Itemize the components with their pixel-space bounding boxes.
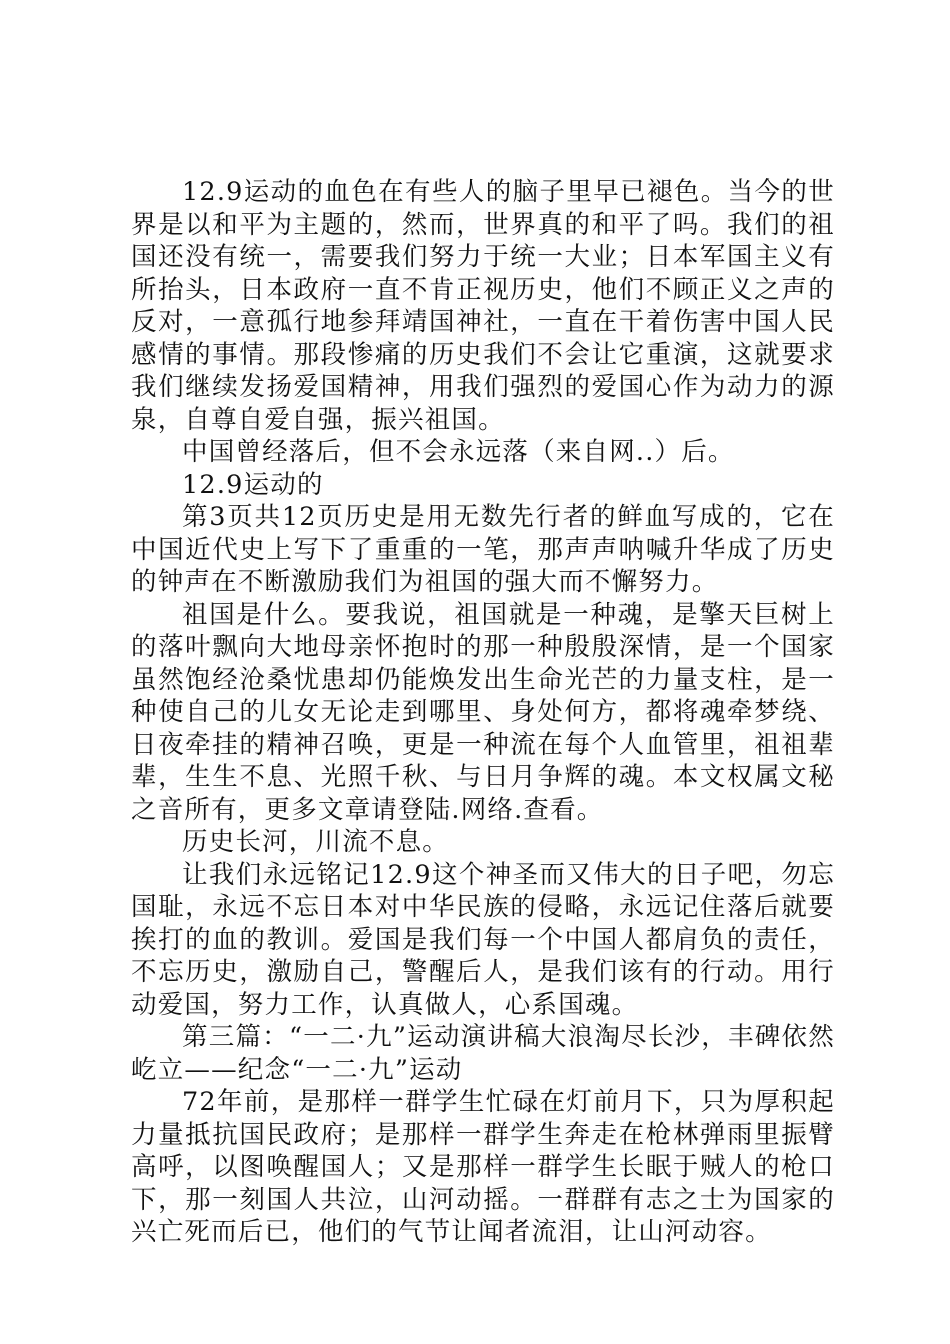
section-heading: 第三篇：“一二·九”运动演讲稿大浪淘尽长沙，丰碑依然屹立——纪念“一二·九”运动 bbox=[131, 1022, 835, 1085]
paragraph-6: 历史长河，川流不息。 bbox=[182, 827, 450, 857]
paragraph-2: 中国曾经落后，但不会永远落（来自网..）后。 bbox=[182, 437, 735, 467]
paragraph-5: 祖国是什么。要我说，祖国就是一种魂，是擎天巨树上的落叶飘向大地母亲怀抱时的那一种殷殷深情，是一个国家虽然饱经沧桑忧患却仍能焕发出生命光芒的力量支柱，是一种使自己的儿女无论走到哪里、身处何方，都将魂牵梦绕、日夜牵挂的精神召唤，更是一种流在每个人血管里，祖祖辈辈，生生不息、光照千秋、与日月争辉的魂。本文权属文秘之音所有，更多文章请登陆.网络.查看。 bbox=[131, 599, 835, 825]
paragraph-7: 让我们永远铭记12.9这个神圣而又伟大的日子吧，勿忘国耻，永远不忘日本对中华民族的侵略，永远记住落后就要挨打的血的教训。爱国是我们每一个中国人都肩负的责任，不忘历史，激励自己，警醒后人，是我们该有的行动。用行动爱国，努力工作，认真做人，心系国魂。 bbox=[131, 859, 835, 1020]
paragraph-8: 72年前，是那样一群学生忙碌在灯前月下，只为厚积起力量抵抗国民政府；是那样一群学生奔走在枪林弹雨里振臂高呼，以图唤醒国人；又是那样一群学生长眠于贼人的枪口下，那一刻国人共泣，山河动摇。一群群有志之士为国家的兴亡死而后已，他们的气节让闻者流泪，让山河动容。 bbox=[131, 1087, 835, 1247]
document-body bbox=[131, 176, 835, 1249]
paragraph-3: 12.9运动的 bbox=[182, 469, 324, 500]
paragraph-1: 12.9运动的血色在有些人的脑子里早已褪色。当今的世界是以和平为主题的，然而，世界真的和平了吗。我们的祖国还没有统一，需要我们努力于统一大业；日本军国主义有所抬头，日本政府一直不肯正视历史，他们不顾正义之声的反对，一意孤行地参拜靖国神社，一直在干着伤害中国人民感情的事情。那段惨痛的历史我们不会让它重演，这就要求我们继续发扬爱国精神，用我们强烈的爱国心作为动力的源泉，自尊自爱自强，振兴祖国。 bbox=[131, 177, 835, 435]
paragraph-4: 第3页共12页历史是用无数先行者的鲜血写成的，它在中国近代史上写下了重重的一笔，那声声呐喊升华成了历史的钟声在不断激励我们为祖国的强大而不懈努力。 bbox=[131, 502, 835, 597]
